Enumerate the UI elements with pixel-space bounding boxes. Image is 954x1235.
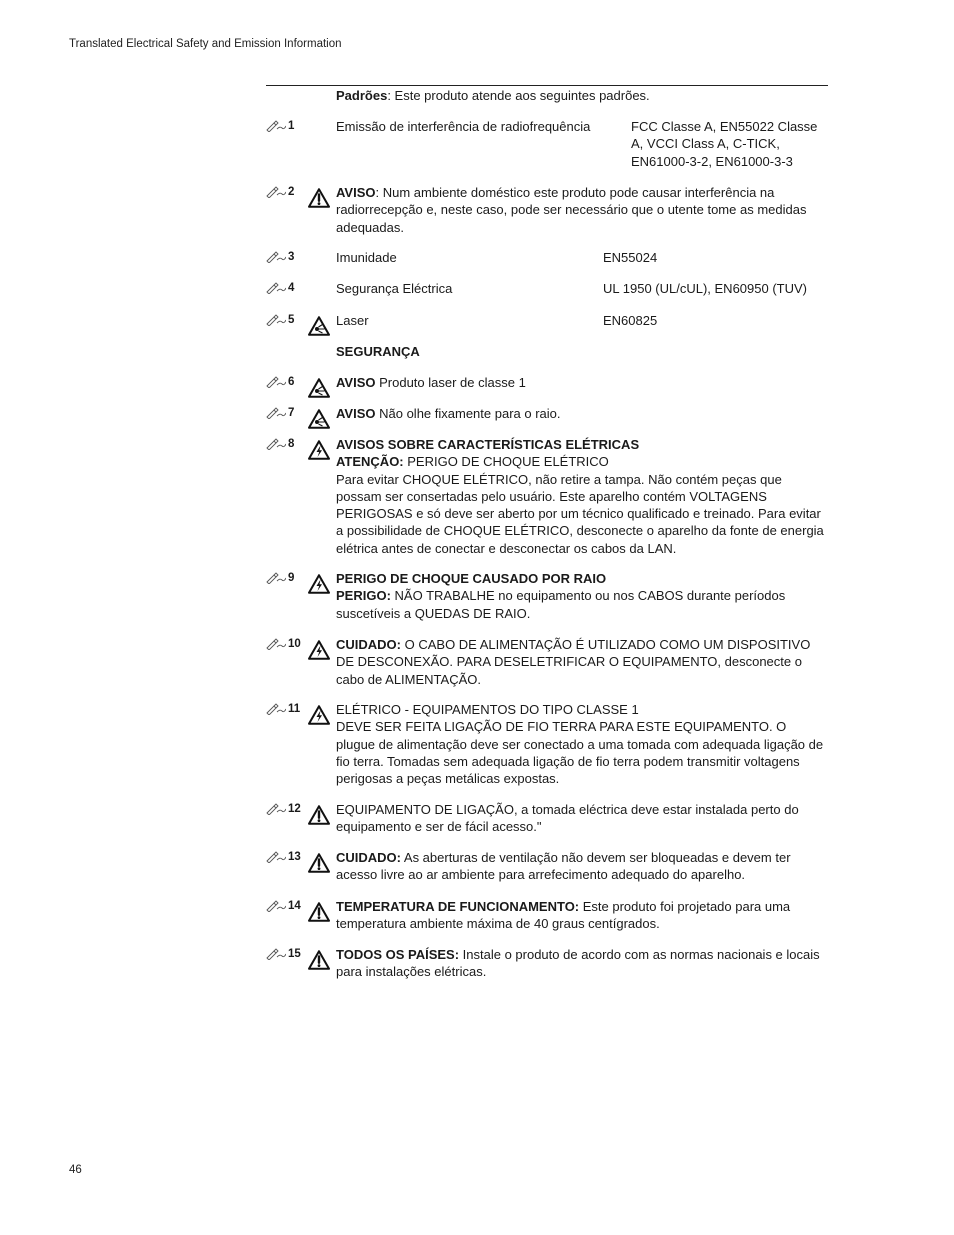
- item-body: O CABO DE ALIMENTAÇÃO É UTILIZADO COMO UM DISPOSITIVO DE DESCONEXÃO. PARA DESELETRIFICAR O EQUIPAMENTO, desconecte o cabo de ALIMENTAÇÃO.: [336, 637, 811, 687]
- pen-icon: [266, 314, 286, 326]
- item-bold: TEMPERATURA DE FUNCIONAMENTO:: [336, 899, 580, 914]
- laser-warning-icon: [308, 316, 330, 336]
- item-14: [266, 898, 828, 933]
- item-5: [266, 312, 828, 329]
- item-body: Não olhe fixamente para o raio.: [375, 406, 561, 421]
- item-number: 1: [288, 120, 295, 132]
- item-body: PERIGO DE CHOQUE ELÉTRICO: [403, 454, 609, 470]
- pen-icon: [266, 851, 286, 863]
- warning-icon: [308, 188, 330, 208]
- warning-icon: [308, 950, 330, 970]
- electric-warning-icon: [308, 574, 330, 594]
- electric-warning-icon: [308, 640, 330, 660]
- item-value: EN60825: [603, 313, 658, 328]
- item-value: FCC Classe A, EN55022 Classe A, VCCI Class A, C-TICK, EN61000-3-2, EN61000-3-3: [631, 119, 818, 169]
- pen-icon: [266, 948, 286, 960]
- item-bold: CUIDADO:: [336, 850, 401, 865]
- item-number: 11: [288, 703, 301, 715]
- item-body: As aberturas de ventilação não devem ser bloqueadas e devem ter acesso livre ao ar ambiente para arrefecimento adequado do aparelho.: [336, 850, 791, 883]
- pen-icon: [266, 438, 286, 450]
- item-label: Segurança Eléctrica: [336, 281, 453, 296]
- item-text: [336, 849, 828, 884]
- item-4: [266, 280, 828, 297]
- item-3: [266, 249, 828, 266]
- item-15: [266, 946, 828, 981]
- item-12: [266, 801, 828, 836]
- item-value: UL 1950 (UL/cUL), EN60950 (TUV): [603, 281, 807, 296]
- section-title: SEGURANÇA: [336, 344, 420, 359]
- pen-icon: [266, 120, 286, 132]
- item-label: Imunidade: [336, 250, 397, 265]
- item-text: [336, 184, 828, 236]
- item-number: 6: [288, 376, 295, 388]
- pen-icon: [266, 282, 286, 294]
- item-body: Instale o produto de acordo com as normas nacionais e locais para instalações elétricas.: [336, 947, 820, 980]
- electric-warning-icon: [308, 440, 330, 460]
- item-number: 4: [288, 282, 295, 294]
- item-number: 13: [288, 851, 301, 863]
- warning-icon: [308, 902, 330, 922]
- item-number: 2: [288, 186, 295, 198]
- item-number: 8: [288, 438, 295, 450]
- item-9: [266, 570, 828, 622]
- item-bold: CUIDADO:: [336, 637, 401, 652]
- item-number: 5: [288, 314, 295, 326]
- item-body: ELÉTRICO - EQUIPAMENTOS DO TIPO CLASSE 1: [336, 702, 639, 717]
- item-text: EQUIPAMENTO DE LIGAÇÃO, a tomada eléctrica deve estar instalada perto do equipamento e ser de fácil acesso.": [336, 802, 799, 835]
- item-bold: AVISO: [336, 185, 376, 200]
- item-11: [266, 701, 828, 787]
- item-8: [266, 436, 828, 557]
- item-body: : Num ambiente doméstico este produto pode causar interferência na radiorrecepção e, neste caso, pode ser necessário que o utente tome as medidas adequadas.: [336, 185, 807, 235]
- item-bold: PERIGO:: [336, 588, 391, 604]
- item-number: 12: [288, 803, 301, 815]
- header-rule: [266, 85, 828, 86]
- item-bold: AVISO: [336, 406, 376, 421]
- item-number: 3: [288, 251, 295, 263]
- item-bold: AVISO: [336, 375, 376, 390]
- pen-icon: [266, 703, 286, 715]
- pen-icon: [266, 251, 286, 263]
- warning-icon: [308, 805, 330, 825]
- electric-warning-icon: [308, 705, 330, 725]
- item-13: [266, 849, 828, 884]
- item-text: [336, 898, 828, 933]
- pen-icon: [266, 900, 286, 912]
- item-text: [336, 405, 828, 422]
- pen-icon: [266, 803, 286, 815]
- intro-standards: [336, 87, 650, 104]
- item-label: Emissão de interferência de radiofrequência: [336, 119, 591, 134]
- item-7: [266, 405, 828, 422]
- laser-warning-icon: [308, 378, 330, 398]
- item-body: Produto laser de classe 1: [375, 375, 526, 390]
- item-bold: ATENÇÃO:: [336, 454, 404, 470]
- laser-warning-icon: [308, 409, 330, 429]
- item-text: [336, 374, 828, 391]
- item-1: [266, 118, 828, 169]
- page-number: 46: [69, 1164, 82, 1176]
- item-title: AVISOS SOBRE CARACTERÍSTICAS ELÉTRICAS: [336, 437, 640, 452]
- item-number: 7: [288, 407, 295, 419]
- item-number: 15: [288, 948, 301, 960]
- warning-icon: [308, 853, 330, 873]
- item-paragraph: DEVE SER FEITA LIGAÇÃO DE FIO TERRA PARA ESTE EQUIPAMENTO. O plugue de alimentação deve ser conectado a uma tomada com adequada ligação de fio terra. Tomadas sem adequada ligação de fio terra podem transmitir voltagens perigosas a peças metálicas expostas.: [336, 719, 824, 787]
- item-paragraph: Para evitar CHOQUE ELÉTRICO, não retire a tampa. Não contém peças que possam ser consertadas pelo usuário. Este aparelho contém VOLTAGENS PERIGOSAS e só deve ser aberto por um técnico qualificado e treinado. Para evitar a possibilidade de CHOQUE ELÉTRICO, desconecte o aparelho da fonte de energia elétrica antes de conectar e desconectar os cabos da LAN.: [336, 471, 824, 556]
- intro-label: Padrões: [336, 88, 388, 103]
- item-number: 9: [288, 572, 295, 584]
- item-6: [266, 374, 828, 391]
- item-body: Este produto foi projetado para uma temperatura ambiente máxima de 40 graus centígrados.: [336, 899, 791, 932]
- item-10: [266, 636, 828, 688]
- pen-icon: [266, 572, 286, 584]
- item-bold: TODOS OS PAÍSES:: [336, 947, 460, 962]
- item-text: [336, 570, 828, 622]
- item-text: [336, 436, 828, 557]
- item-2: [266, 184, 828, 236]
- item-number: 14: [288, 900, 301, 912]
- item-text: [336, 701, 828, 787]
- item-title: PERIGO DE CHOQUE CAUSADO POR RAIO: [336, 571, 607, 586]
- pen-icon: [266, 186, 286, 198]
- item-value: EN55024: [603, 250, 658, 265]
- pen-icon: [266, 407, 286, 419]
- pen-icon: [266, 376, 286, 388]
- intro-text: : Este produto atende aos seguintes padrões.: [387, 88, 650, 103]
- running-head: Translated Electrical Safety and Emission Information: [69, 38, 342, 50]
- item-body: NÃO TRABALHE no equipamento ou nos CABOS durante períodos suscetíveis a QUEDAS DE RAIO.: [336, 588, 786, 621]
- pen-icon: [266, 638, 286, 650]
- item-text: [336, 636, 828, 688]
- item-number: 10: [288, 638, 301, 650]
- item-text: [336, 946, 828, 981]
- item-label: Laser: [336, 313, 369, 328]
